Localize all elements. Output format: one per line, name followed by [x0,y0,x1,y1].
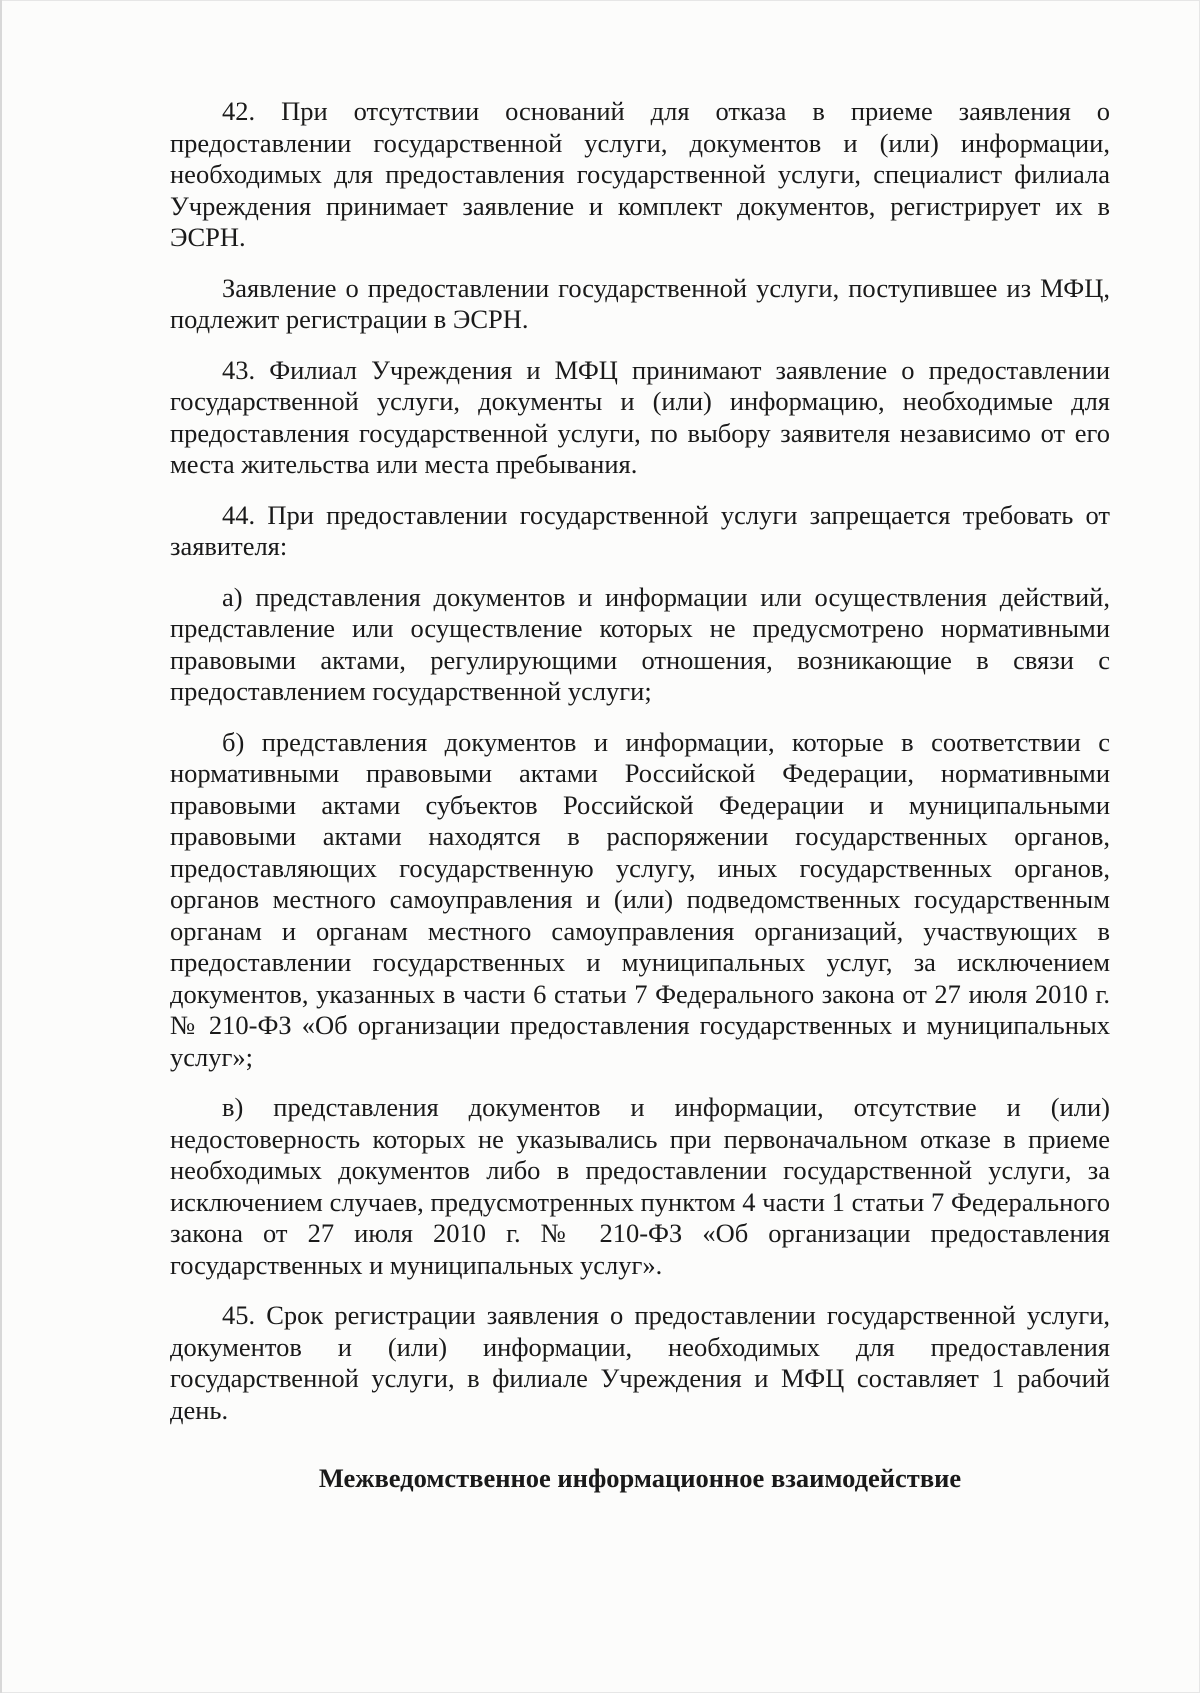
paragraph-45: 45. Срок регистрации заявления о предоставлении государственной услуги, документов и (или) информации, необходимых для предоставления государственной услуги, в филиале Учреждения и МФЦ составляет 1 рабочий день. [170,1300,1110,1425]
paragraph-43: 43. Филиал Учреждения и МФЦ принимают заявление о предоставлении государственной услуги, документы и (или) информацию, необходимые для предоставления государственной услуги, по выбору заявителя независимо от его места жительства или места пребывания. [170,354,1110,479]
paragraph-44-a: а) представления документов и информации или осуществления действий, представление или осуществление которых не предусмотрено нормативными правовыми актами, регулирующими отношения, возникающие в связи с предоставлением государственной услуги; [170,581,1110,706]
paragraph-44-v: в) представления документов и информации, отсутствие и (или) недостоверность которых не указывались при первоначальном отказе в приеме необходимых документов либо в предоставлении государственной услуги, за исключением случаев, предусмотренных пунктом 4 части 1 статьи 7 Федерального закона от 27 июля 2010 г. № 210-ФЗ «Об организации предоставления государственных и муниципальных услуг». [170,1092,1110,1280]
paragraph-44-b: б) представления документов и информации, которые в соответствии с нормативными правовыми актами Российской Федерации, нормативными правовыми актами субъектов Российской Федерации и муниципальными правовыми актами находятся в распоряжении государственных органов, предоставляющих государственную услугу, иных государственных органов, органов местного самоуправления и (или) подведомственных государственным органам и органам местного самоуправления организаций, участвующих в предоставлении государственных и муниципальных услуг, за исключением документов, указанных в части 6 статьи 7 Федерального закона от 27 июля 2010 г. № 210-ФЗ «Об организации предоставления государственных и муниципальных услуг»; [170,726,1110,1072]
paragraph-42: 42. При отсутствии оснований для отказа в приеме заявления о предоставлении государственной услуги, документов и (или) информации, необходимых для предоставления государственной услуги, специалист филиала Учреждения принимает заявление и комплект документов, регистрирует их в ЭСРН. [170,96,1110,252]
page-edge [0,0,2,1693]
paragraph-44: 44. При предоставлении государственной услуги запрещается требовать от заявителя: [170,499,1110,561]
section-heading: Межведомственное информационное взаимодействие [318,1463,962,1493]
document-body [170,96,1110,1495]
paragraph-mfc-registration: Заявление о предоставлении государственной услуги, поступившее из МФЦ, подлежит регистрации в ЭСРН. [170,272,1110,334]
